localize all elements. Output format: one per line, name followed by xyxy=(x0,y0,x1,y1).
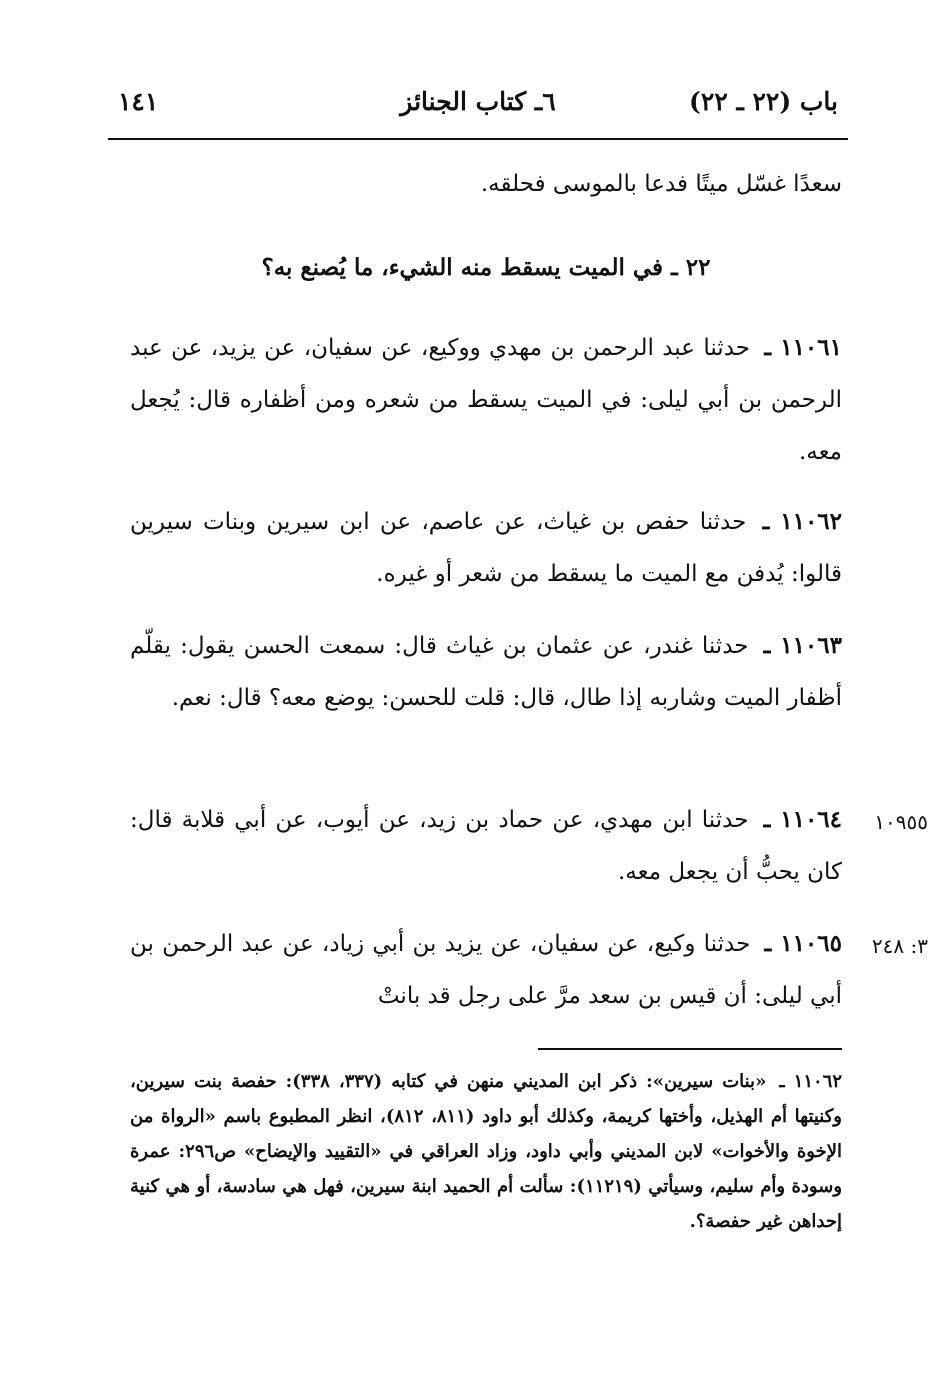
hadith-text: حدثنا حفص بن غياث، عن عاصم، عن ابن سيرين وبنات سيرين قالوا: يُدفن مع الميت ما يسقط من شعر أو غيره. xyxy=(130,509,842,587)
running-head xyxy=(118,82,838,122)
footnote xyxy=(130,1064,842,1239)
hadith-entry xyxy=(130,496,842,600)
hadith-number: ١١٠٦١ ـ xyxy=(764,334,842,361)
continuation-text: سعدًا غسّل ميتًا فدعا بالموسى فحلقه. xyxy=(480,171,842,197)
footnote-text: «بنات سيرين»: ذكر ابن المديني منهن في كتابه (٣٣٧، ٣٣٨): حفصة بنت سيرين، وكنيتها أم الهذيل، وأختها كريمة، وكذلك أبو داود (٨١١، ٨١٢)، انظر المطبوع باسم «الرواة من الإخوة والأخوات» لابن المديني وأبي داود، وزاد العراقي في «التقييد والإيضاح» ص٢٩٦: عمرة وسودة وأم سليم، وسيأتي (١١٢١٩): سألت أم الحميد ابنة سيرين، فهل هي سادسة، أو هي كنية إحداهن غير حفصة؟. xyxy=(130,1071,843,1232)
hadith-entry xyxy=(130,620,842,724)
section-heading: ٢٢ ـ في الميت يسقط منه الشيء، ما يُصنع به؟ xyxy=(261,254,711,281)
footnote-number: ١١٠٦٢ ـ xyxy=(779,1071,842,1092)
hadith-number: ١١٠٦٢ ـ xyxy=(762,508,843,535)
hadith-number: ١١٠٦٥ ـ xyxy=(764,930,842,957)
chapter-title: باب (٢٢ ـ ٢٢) xyxy=(689,87,838,116)
hadith-entry xyxy=(130,322,842,478)
footnote-rule xyxy=(538,1048,842,1050)
hadith-number: ١١٠٦٣ ـ xyxy=(763,632,842,659)
hadith-text: حدثنا وكيع، عن سفيان، عن يزيد بن أبي زياد، عن عبد الرحمن بن أبي ليلى: أن قيس بن سعد مرَّ على رجل قد بانتْ xyxy=(130,931,842,1009)
header-rule xyxy=(108,138,848,140)
hadith-text: حدثنا ابن مهدي، عن حماد بن زيد، عن أيوب، عن أبي قلابة قال: كان يحبُّ أن يجعل معه. xyxy=(130,807,842,885)
page-number: ١٤١ xyxy=(118,87,159,116)
margin-reference: ١٠٩٥٥ xyxy=(874,810,928,834)
hadith-entry xyxy=(130,918,842,1022)
hadith-text: حدثنا عبد الرحمن بن مهدي ووكيع، عن سفيان، عن يزيد، عن عبد الرحمن بن أبي ليلى: في الميت يسقط من شعره ومن أظفاره قال: يُجعل معه. xyxy=(130,335,842,465)
margin-reference: ٣: ٢٤٨ xyxy=(871,934,928,958)
hadith-text: حدثنا غندر، عن عثمان بن غياث قال: سمعت الحسن يقول: يقلّم أظفار الميت وشاربه إذا طال، قال: قلت للحسن: يوضع معه؟ قال: نعم. xyxy=(130,633,842,711)
hadith-number: ١١٠٦٤ ـ xyxy=(763,806,843,833)
hadith-entry xyxy=(130,794,842,898)
book-title: ٦ـ كتاب الجنائز xyxy=(400,87,556,116)
